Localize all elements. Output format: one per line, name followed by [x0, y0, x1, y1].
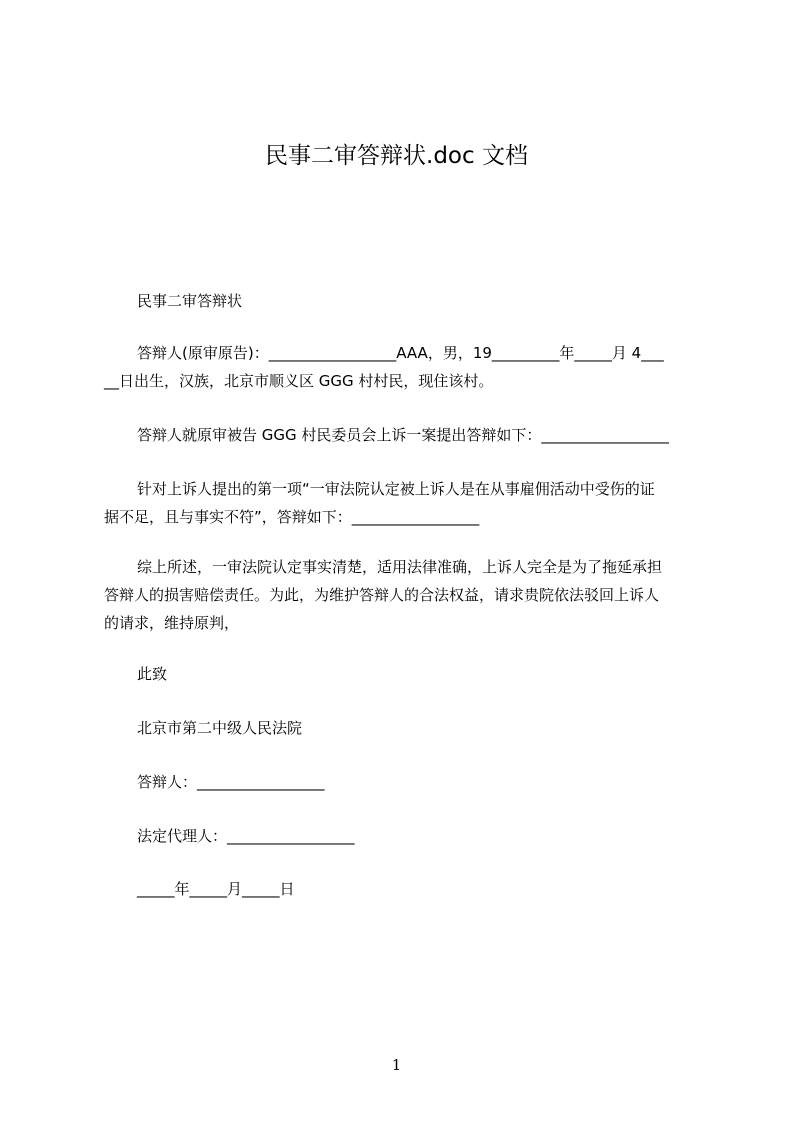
- salutation: 此致: [137, 665, 168, 683]
- date-line: _____年_____月_____日: [137, 880, 295, 898]
- legal-representative-signature: 法定代理人：_________________: [137, 827, 355, 845]
- respondent-line-2: __日出生，汉族，北京市顺义区 GGG 村村民，现住该村。: [104, 372, 494, 390]
- page-number: 1: [391, 1056, 402, 1074]
- document-heading: 民事二审答辩状: [137, 292, 243, 310]
- respondent-signature: 答辩人：_________________: [137, 773, 325, 791]
- conclusion-line-2: 答辩人的损害赔偿责任。为此，为维护答辩人的合法权益，请求贵院依法驳回上诉人: [104, 586, 660, 604]
- court-name: 北京市第二中级人民法院: [137, 719, 303, 737]
- conclusion-line-3: 的请求，维持原判，: [104, 614, 240, 632]
- respondent-line-1: 答辩人(原审原告)：_________________AAA，男，19_________年_____月 4___: [137, 344, 664, 362]
- conclusion-line-1: 综上所述，一审法院认定事实清楚，适用法律准确，上诉人完全是为了拖延承担: [137, 558, 663, 576]
- intro-paragraph: 答辩人就原审被告 GGG 村民委员会上诉一案提出答辩如下：_________________: [137, 426, 669, 444]
- page-title: 民事二审答辩状.doc 文档: [265, 143, 528, 169]
- point1-line-2: 据不足，且与事实不符”，答辩如下：_________________: [104, 508, 480, 526]
- point1-line-1: 针对上诉人提出的第一项“一审法院认定被上诉人是在从事雇佣活动中受伤的证: [137, 480, 655, 498]
